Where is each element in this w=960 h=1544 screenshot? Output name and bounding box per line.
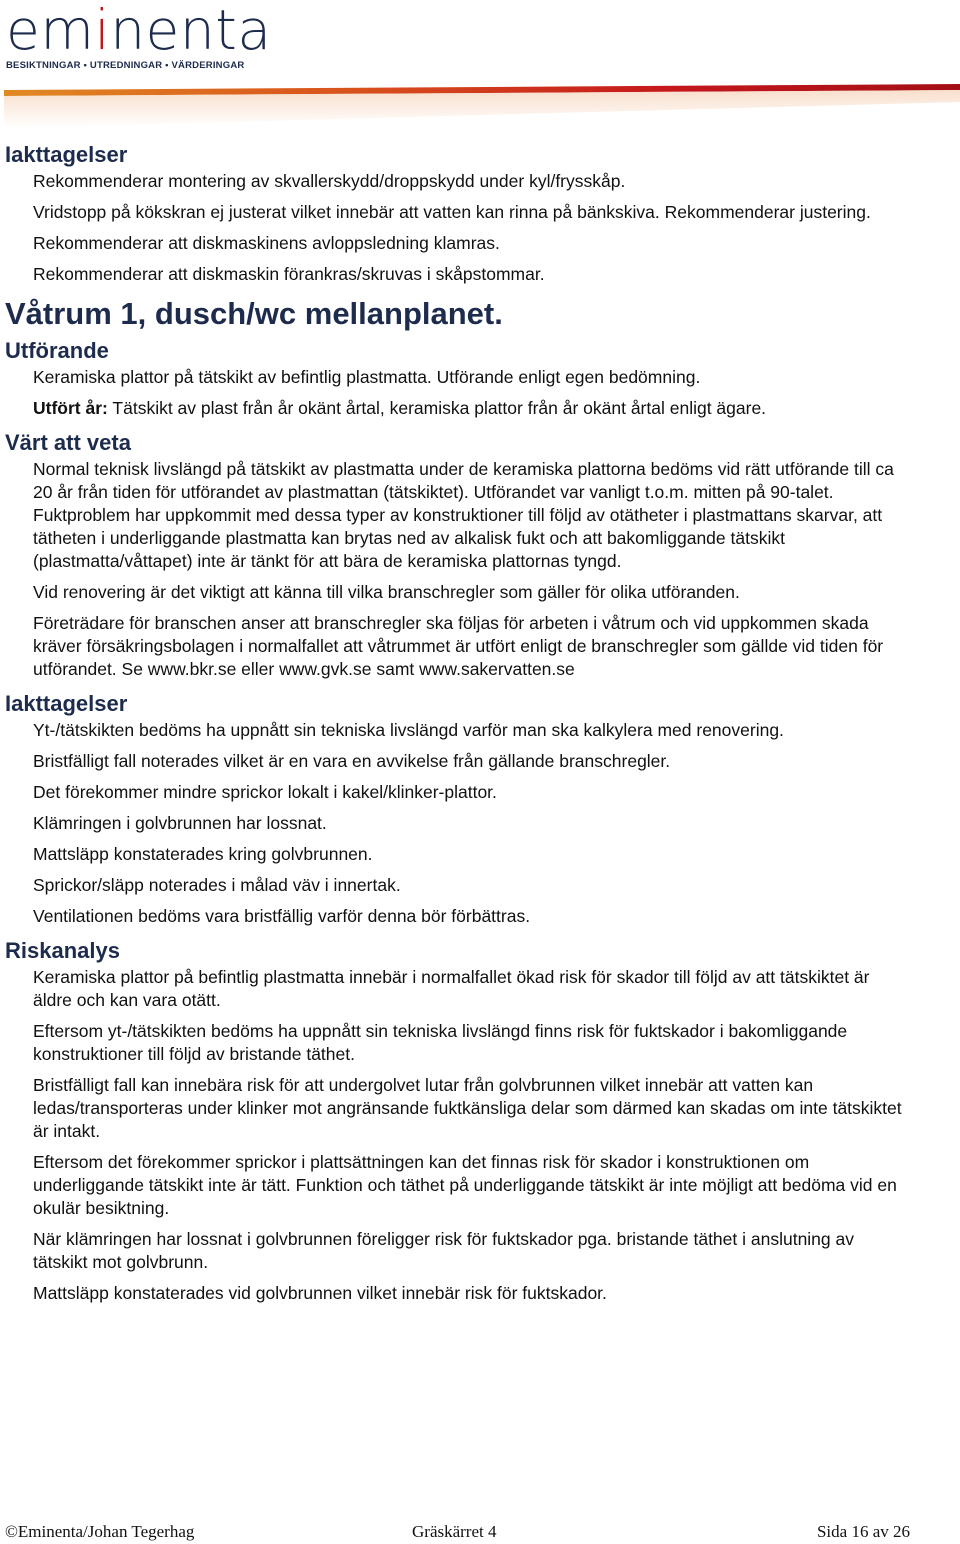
info-paragraph: Vid renovering är det viktigt att känna till vilka branschregler som gäller för olika utföranden. (33, 582, 740, 602)
info-paragraph: Företrädare för branschen anser att branschregler ska följas för arbeten i våtrum och vid uppkommen skada kräver försäkringsbolagen i normalfallet att våtrummet är utfört enligt de branschregler som gällde vid tiden för utförandet. Se www.bkr.se eller www.gvk.se samt www.sakervatten.se (33, 613, 884, 679)
observation-item: Vridstopp på kökskran ej justerat vilket innebär att vatten kan rinna på bänkskiva. Rekommenderar justering. (33, 202, 871, 222)
risk-item: Eftersom yt-/tätskikten bedöms ha uppnått sin tekniska livslängd finns risk för fuktskador i bakomliggande konstruktioner till följd av bristande täthet. (33, 1021, 848, 1064)
logo-tagline: BESIKTNINGAR • UTREDNINGAR • VÄRDERINGAR (6, 60, 245, 71)
footer-author: ©Eminenta/Johan Tegerhag (5, 1522, 195, 1541)
observation-item: Rekommenderar att diskmaskinens avloppsledning klamras. (33, 233, 500, 253)
observation-item: Sprickor/släpp noterades i målad väv i innertak. (33, 875, 401, 895)
section-heading-riskanalys: Riskanalys (5, 938, 120, 963)
observation-item: Bristfälligt fall noterades vilket är en vara en avvikelse från gällande branschregler. (33, 751, 671, 771)
observation-item: Klämringen i golvbrunnen har lossnat. (33, 813, 327, 833)
observation-item: Rekommenderar att diskmaskin förankras/skruvas i skåpstommar. (33, 264, 545, 284)
utfort-ar-label: Utfört år: (33, 398, 108, 418)
section-heading-iakttagelser-2: Iakttagelser (5, 691, 128, 716)
room-title: Våtrum 1, dusch/wc mellanplanet. (5, 296, 503, 331)
info-paragraph: Normal teknisk livslängd på tätskikt av plastmatta under de keramiska plattorna bedöms vid rätt utförande till ca 20 år från tiden för utförandet av plastmattan (tätskiktet). Utförandet var vanligt t.o.m. mitten på 90-talet. Fuktproblem har uppkommit med dessa typer av konstruktioner till följd av otätheter i plastmattans skarvar, att tätheten i underliggande plastmatta kan brytas ned av alkalisk fukt och att bakomliggande tätskikt (plastmatta/våttapet) inte är tänkt för att bära de keramiska plattornas tyngd. (33, 459, 894, 571)
risk-item: Bristfälligt fall kan innebära risk för att undergolvet lutar från golvbrunnen vilket innebär att vatten kan ledas/transporteras under klinker mot angränsande fuktkänsliga delar som därmed kan skadas om inte tätskiktet är intakt. (33, 1075, 902, 1141)
risk-item: När klämringen har lossnat i golvbrunnen föreligger risk för fuktskador pga. bristande täthet i anslutning av tätskikt mot golvbrunn. (33, 1229, 854, 1272)
logo-text-post: nenta (110, 0, 272, 62)
section-heading-utforande: Utförande (5, 338, 109, 363)
observations-list (5, 170, 910, 286)
page-footer (5, 1522, 910, 1544)
header-stripe (4, 84, 960, 128)
observation-item: Det förekommer mindre sprickor lokalt i kakel/klinker-plattor. (33, 782, 497, 802)
observation-item: Mattsläpp konstaterades kring golvbrunnen. (33, 844, 373, 864)
risk-item: Eftersom det förekommer sprickor i plattsättningen kan det finnas risk för skador i konstruktionen om underliggande tätskikt inte är tätt. Funktion och täthet på underliggande tätskikt är inte möjligt att bedöma vid en okulär besiktning. (33, 1152, 897, 1218)
risk-item: Mattsläpp konstaterades vid golvbrunnen vilket innebär risk för fuktskador. (33, 1283, 607, 1303)
page-content (5, 140, 910, 1313)
logo-wordmark (6, 0, 272, 62)
observation-item: Rekommenderar montering av skvallerskydd/droppskydd under kyl/frysskåp. (33, 171, 626, 191)
logo-text-accent: i (94, 0, 111, 62)
utfort-ar-line (33, 397, 910, 420)
observation-item: Ventilationen bedöms vara bristfällig varför denna bör förbättras. (33, 906, 531, 926)
footer-page-number: Sida 16 av 26 (816, 1522, 910, 1541)
observation-item: Yt-/tätskikten bedöms ha uppnått sin tekniska livslängd varför man ska kalkylera med renovering. (33, 720, 784, 740)
footer-property: Gräskärret 4 (412, 1522, 497, 1541)
section-heading-vart-att-veta: Värt att veta (5, 430, 131, 455)
risk-item: Keramiska plattor på befintlig plastmatta innebär i normalfallet ökad risk för skador till följd av att tätskiktet är äldre och kan vara otätt. (33, 967, 870, 1010)
section-heading-iakttagelser: Iakttagelser (5, 142, 128, 167)
utfort-ar-value: Tätskikt av plast från år okänt årtal, keramiska plattor från år okänt årtal enligt ägare. (107, 398, 767, 418)
company-logo (6, 2, 272, 71)
utforande-text: Keramiska plattor på tätskikt av befintlig plastmatta. Utförande enligt egen bedömning. (33, 367, 701, 387)
logo-text-pre: em (6, 0, 95, 62)
